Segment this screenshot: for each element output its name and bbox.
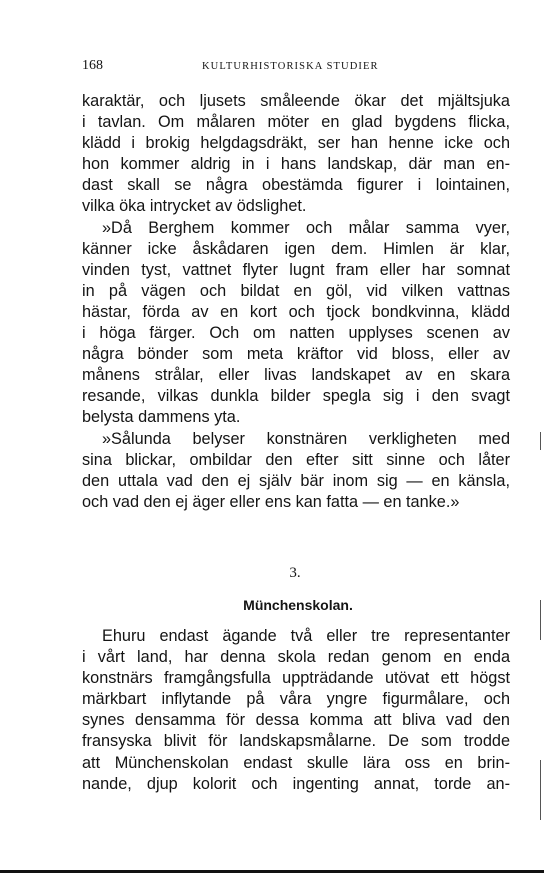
running-title: KULTURHISTORISKA STUDIER: [202, 61, 379, 72]
text-line: synes densamma för dessa komma att bliva vad den: [82, 711, 510, 730]
text-line: hon kommer aldrig in i hans landskap, där man en-: [82, 155, 510, 174]
section-title: Münchenskolan.: [243, 597, 353, 613]
text-line: känner icke åskådaren igen dem. Himlen är klar,: [82, 239, 510, 258]
text-line: vinden tyst, vattnet flyter lugnt fram eller har somnat: [82, 260, 510, 279]
body-text-bottom: [82, 626, 510, 795]
text-line: »Då Berghem kommer och målar samma vyer,: [102, 218, 510, 237]
text-line: i höga färger. Och om natten upplyses scenen av: [82, 324, 510, 343]
text-line: dast skall se några obestämda figurer i lointainen,: [82, 176, 510, 195]
scan-edge-mark: [540, 600, 541, 640]
text-line: några bönder som meta kräftor vid bloss, eller av: [82, 345, 510, 364]
text-line: fransyska blivit för landskapsmålarne. De som trodde: [82, 732, 510, 751]
text-line: månens strålar, eller livas landskapet av en skara: [82, 366, 510, 385]
text-line: hästar, förda av en kort och tjock bondkvinna, klädd: [82, 302, 510, 321]
text-line: nande, djup kolorit och ingenting annat, torde an-: [82, 774, 510, 793]
text-line: att Münchenskolan endast skulle lära oss en brin-: [82, 753, 510, 772]
text-line: vilka öka intrycket av ödslighet.: [82, 197, 307, 216]
text-line: i tavlan. Om målaren möter en glad bygdens flicka,: [82, 113, 510, 132]
scan-edge-mark: [540, 760, 541, 820]
text-line: den uttala vad den ej själv bär inom sig — en känsla,: [82, 471, 510, 490]
text-line: klädd i brokig helgdagsdräkt, ser han henne icke och: [82, 134, 510, 153]
text-line: in på vägen och bildat en göl, vid vilken vattnas: [82, 281, 510, 300]
text-line: »Sålunda belyser konstnären verkligheten med: [102, 429, 510, 448]
text-line: i vårt land, har denna skola redan genom en enda: [82, 648, 510, 667]
text-line: karaktär, och ljusets småleende ökar det mjältsjuka: [82, 92, 510, 110]
text-line: märkbart inflytande på våra yngre figurmålare, och: [82, 690, 510, 709]
section-number: 3.: [289, 565, 301, 581]
text-line: Ehuru endast ägande två eller tre representanter: [102, 627, 510, 645]
scan-edge-mark: [540, 432, 541, 450]
page-header: [82, 58, 514, 78]
text-line: belysta dammens yta.: [82, 408, 241, 427]
body-text-top: [82, 91, 510, 513]
text-line: resande, vilkas dunkla bilder spegla sig i den svagt: [82, 387, 510, 406]
page-number: 168: [82, 58, 103, 73]
text-line: konstnärs framgångsfulla uppträdande utövat ett högst: [82, 669, 510, 688]
text-line: och vad den ej äger eller ens kan fatta — en tanke.»: [82, 492, 460, 511]
scan-bottom-edge: [0, 870, 544, 873]
text-line: sina blickar, ombildar den efter sitt sinne och låter: [82, 450, 510, 469]
